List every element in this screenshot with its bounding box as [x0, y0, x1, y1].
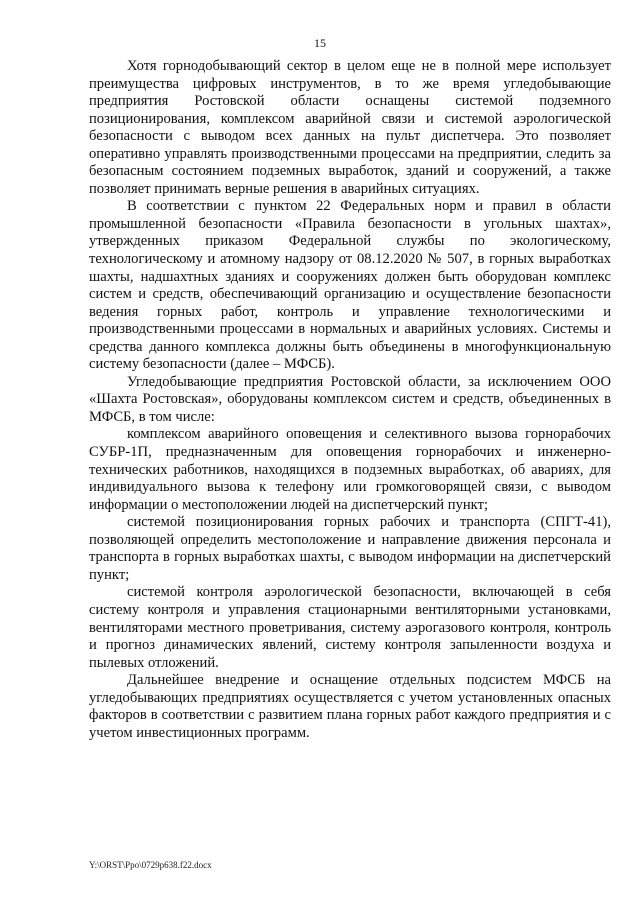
paragraph-digital-tools: Хотя горнодобывающий сектор в целом еще не в полной мере использует преимущества цифровых инструментов, в то же время угледобывающие предприятия Ростовской области оснащены системой подземного позиционирования, комплексом аварийной связи и системой аэрологической безопасности с выводом всех данных на пульт диспетчера. Это позволяет оперативно управлять производственными процессами на предприятии, следить за безопасным состоянием подземных выработок, зданий и сооружений, а также позволяет принимать верные решения в аварийных ситуациях. [89, 58, 611, 197]
paragraph-aerological-safety: системой контроля аэрологической безопасности, включающей в себя систему контроля и управления стационарными вентиляторными установками, вентиляторами местного проветривания, систему аэрогазового контроля, контроль и прогноз динамических явлений, систему контроля запыленности воздуха и пылевых отложений. [89, 584, 611, 671]
paragraph-enterprises-mfsb: Угледобывающие предприятия Ростовской области, за исключением ООО «Шахта Ростовская», оборудованы комплексом систем и средств, объединенных в МФСБ, в том числе: [89, 373, 611, 425]
footer-file-path: Y:\ORST\Ppo\0729p638.f22.docx [89, 860, 212, 870]
paragraph-subr-1p: комплексом аварийного оповещения и селективного вызова горнорабочих СУБР-1П, предназначенным для оповещения горнорабочих и инженерно-технических работников, находящихся в подземных выработках, об авариях, для индивидуального вызова к телефону или громкоговорящей связи, с выводом информации о местоположении людей на диспетчерский пункт; [89, 426, 611, 513]
paragraph-spgt-41: системой позиционирования горных рабочих и транспорта (СПГТ-41), позволяющей определить местоположение и направление движения персонала и транспорта в горных выработках шахты, с выводом информации на диспетчерский пункт; [89, 514, 611, 583]
document-body [89, 58, 611, 742]
page-number: 15 [314, 36, 326, 50]
paragraph-federal-rules: В соответствии с пунктом 22 Федеральных норм и правил в области промышленной безопасности «Правила безопасности в угольных шахтах», утвержденных приказом Федеральной службы по экологическому, технологическому и атомному надзору от 08.12.2020 № 507, в горных выработках шахты, надшахтных зданиях и сооружениях должен быть оборудован комплекс систем и средств, обеспечивающий организацию и осуществление безопасности ведения горных работ, контроль и управление технологическими и производственными процессами в нормальных и аварийных условиях. Системы и средства данного комплекса должны быть объединены в многофункциональную систему безопасности (далее – МФСБ). [89, 198, 611, 373]
paragraph-further-implementation: Дальнейшее внедрение и оснащение отдельных подсистем МФСБ на угледобывающих предприятиях осуществляется с учетом установленных опасных факторов в соответствии с развитием плана горных работ каждого предприятия и с учетом инвестиционных программ. [89, 672, 611, 741]
